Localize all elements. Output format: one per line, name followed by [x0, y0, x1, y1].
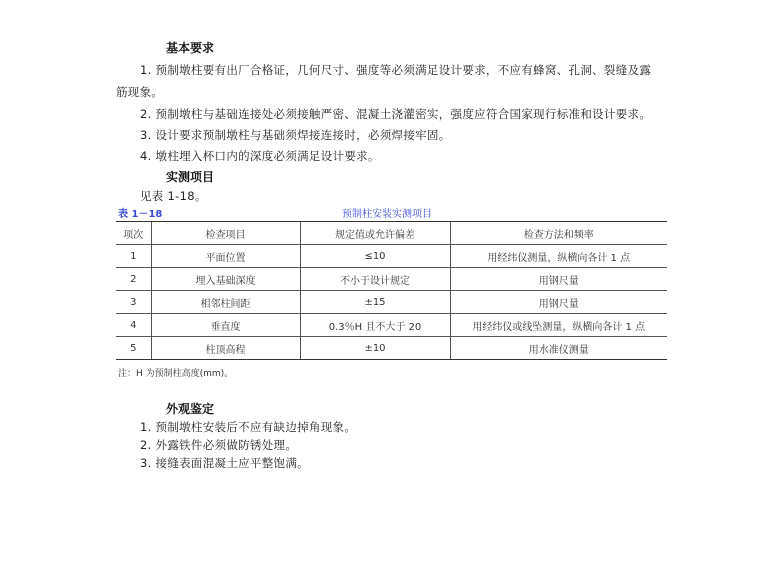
appearance-item-2: 2. 外露铁件必须做防锈处理。: [140, 438, 298, 452]
header-cell: 检查方法和频率: [450, 222, 667, 245]
basic-item-1: 1. 预制墩柱要有出厂合格证，几何尺寸、强度等必须满足设计要求，不应有蜂窝、孔洞、裂缝及露: [140, 63, 652, 77]
table-caption: 预制柱安装实测项目: [342, 209, 432, 220]
measurement-table: [116, 221, 667, 360]
table-header-row: [116, 222, 667, 245]
header-cell: 项次: [116, 222, 151, 245]
table-row: [116, 245, 667, 268]
table-cell: ±15: [300, 291, 450, 314]
appearance-item-1: 1. 预制墩柱安装后不应有缺边掉角现象。: [140, 420, 357, 434]
table-note: 注：H 为预制柱高度(mm)。: [118, 369, 234, 379]
table-row: [116, 337, 667, 360]
table-cell: 相邻柱间距: [151, 291, 300, 314]
table-row: [116, 268, 667, 291]
table-cell: 平面位置: [151, 245, 300, 268]
table-cell: 0.3％H 且不大于 20: [300, 314, 450, 337]
table-reference: 见表 1-18。: [140, 189, 207, 203]
table-cell: ±10: [300, 337, 450, 360]
table-cell: 4: [116, 314, 151, 337]
table-cell: 2: [116, 268, 151, 291]
table-cell: 用钢尺量: [450, 291, 667, 314]
table-cell: 垂直度: [151, 314, 300, 337]
table-number: 表 1－18: [118, 209, 163, 220]
table-cell: 用水准仪测量: [450, 337, 667, 360]
basic-item-3: 3. 设计要求预制墩柱与基础须焊接连接时，必须焊接牢固。: [140, 128, 451, 142]
table-row: [116, 314, 667, 337]
appearance-item-3: 3. 接缝表面混凝土应平整饱满。: [140, 456, 309, 470]
header-cell: 检查项目: [151, 222, 300, 245]
table-cell: 用经纬仪测量，纵横向各计 1 点: [450, 245, 667, 268]
table-cell: 用经纬仪或线坠测量，纵横向各计 1 点: [450, 314, 667, 337]
table-cell: 5: [116, 337, 151, 360]
table-cell: 用钢尺量: [450, 268, 667, 291]
table-cell: ≤10: [300, 245, 450, 268]
table-cell: 埋入基础深度: [151, 268, 300, 291]
table-cell: 柱顶高程: [151, 337, 300, 360]
basic-item-2: 2. 预制墩柱与基础连接处必须接触严密、混凝土浇灌密实，强度应符合国家现行标准和设计要求。: [140, 107, 652, 121]
heading-measured-items: 实测项目: [166, 170, 215, 184]
header-cell: 规定值或允许偏差: [300, 222, 450, 245]
basic-item-4: 4. 墩柱埋入杯口内的深度必须满足设计要求。: [140, 149, 380, 163]
table-cell: 3: [116, 291, 151, 314]
table-row: [116, 291, 667, 314]
heading-basic-requirements: 基本要求: [166, 41, 215, 55]
table-cell: 不小于设计规定: [300, 268, 450, 291]
heading-appearance: 外观鉴定: [166, 402, 215, 416]
table-cell: 1: [116, 245, 151, 268]
basic-item-1-cont: 筋现象。: [116, 85, 164, 99]
